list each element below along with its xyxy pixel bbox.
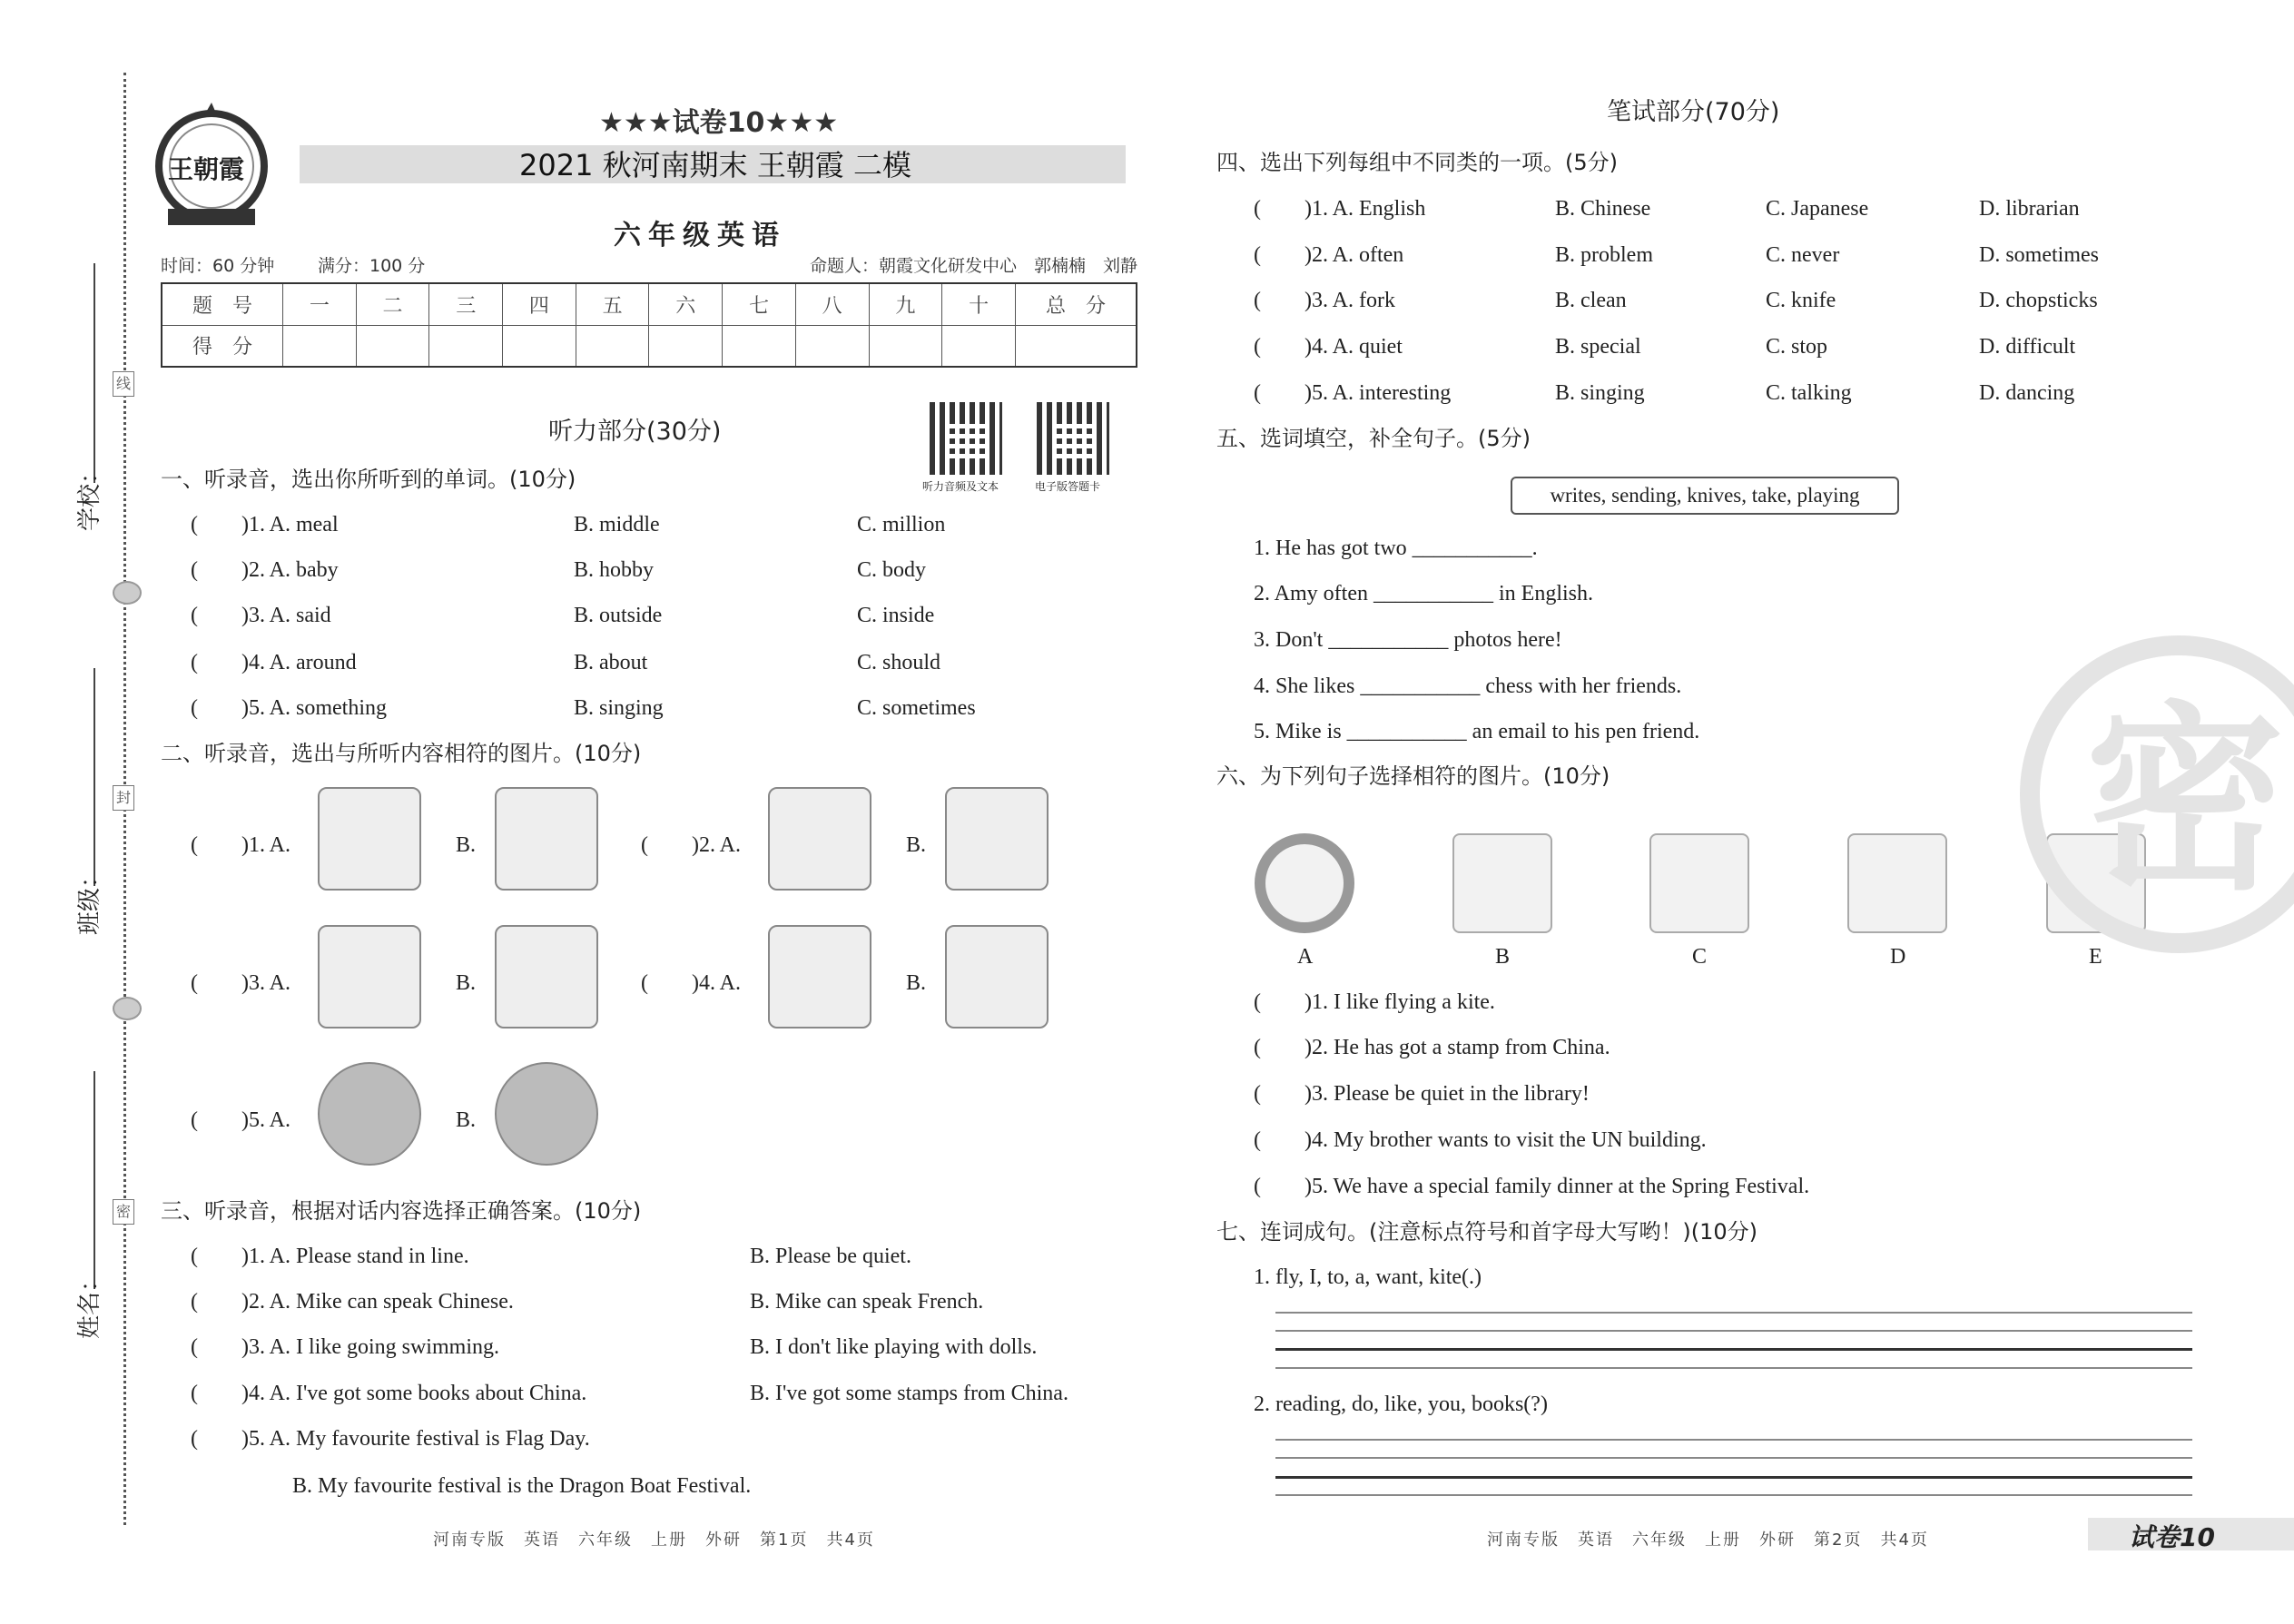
s1-item-option-c: C. inside [857, 604, 935, 627]
s4-item-option-a[interactable]: ( )1. A. English [1254, 197, 1426, 221]
s4-item-option-c: C. stop [1766, 335, 1828, 359]
s1-item-option-a[interactable]: ( )3. A. said [191, 604, 331, 627]
s6-picture-label: E [2089, 945, 2102, 969]
score-cell[interactable] [795, 325, 869, 367]
s6-picture-C [1649, 833, 1749, 933]
s1-item-option-a[interactable]: ( )5. A. something [191, 696, 387, 720]
s4-item-option-d: D. difficult [1979, 335, 2076, 359]
score-header-cell: 五 [576, 283, 649, 325]
s1-item-option-a[interactable]: ( )4. A. around [191, 651, 357, 674]
s2-option-b-label: B. [456, 833, 477, 857]
score-header-cell: 题 号 [162, 283, 283, 325]
score-cell[interactable] [723, 325, 796, 367]
score-cell[interactable] [1016, 325, 1137, 367]
s6-picture-D [1847, 833, 1947, 933]
section-4-title: 四、选出下列每组中不同类的一项。(5分) [1216, 150, 1618, 175]
s4-item-option-b: B. singing [1555, 381, 1645, 405]
s4-item-option-d: D. sometimes [1979, 243, 2099, 267]
school-label: 学校： [76, 459, 103, 531]
footer-tag: 试卷10 [2129, 1522, 2215, 1552]
s2-item-label[interactable]: ( )5. A. [191, 1108, 290, 1132]
score-cell[interactable] [576, 325, 649, 367]
s2-option-b-label: B. [456, 1108, 477, 1132]
section-2-title: 二、听录音，选出与所听内容相符的图片。(10分) [161, 741, 642, 766]
exam-title: 2021 秋河南期末 王朝霞 二模 [519, 148, 911, 182]
s4-item-option-c: C. knife [1766, 289, 1836, 312]
s3-item-option-a[interactable]: ( )1. A. Please stand in line. [191, 1245, 469, 1268]
score-header-cell: 一 [283, 283, 357, 325]
s1-item-option-b: B. singing [574, 696, 664, 720]
score-header-cell: 六 [649, 283, 723, 325]
section-7-title: 七、连词成句。(注意标点符号和首字母大写哟！)(10分) [1216, 1219, 1757, 1245]
s2-option-b-label: B. [456, 971, 477, 995]
score-header-cell: 八 [795, 283, 869, 325]
section-1-title: 一、听录音，选出你所听到的单词。(10分) [161, 467, 576, 492]
logo-text: 王朝霞 [168, 154, 245, 184]
s3-item-option-b: B. Please be quiet. [750, 1245, 911, 1268]
score-header-cell: 总 分 [1016, 283, 1137, 325]
word-bank: writes, sending, knives, take, playing [1511, 477, 1899, 515]
s3-item-option-a[interactable]: ( )4. A. I've got some books about China. [191, 1382, 587, 1405]
s1-item-option-b: B. middle [574, 513, 660, 536]
s6-item[interactable]: ( )4. My brother wants to visit the UN building. [1254, 1128, 1707, 1152]
name-line[interactable] [94, 1071, 95, 1289]
s2-item-label[interactable]: ( )4. A. [641, 971, 741, 995]
s6-picture-A [1255, 833, 1354, 933]
cut-label-seal: 封 [113, 785, 134, 811]
s6-picture-B [1452, 833, 1552, 933]
s4-item-option-a[interactable]: ( )4. A. quiet [1254, 335, 1403, 359]
qr-caption-audio: 听力音频及文本 [922, 480, 999, 493]
s5-sentence[interactable]: 5. Mike is ___________ an email to his pen friend. [1254, 720, 1700, 743]
s1-item-option-c: C. body [857, 558, 927, 582]
qr-code-answer-card[interactable] [1037, 402, 1109, 475]
s6-picture-label: B [1495, 945, 1511, 969]
s2-picture-a [768, 925, 871, 1029]
s2-picture-a [318, 925, 421, 1029]
score-header-cell: 七 [723, 283, 796, 325]
binding-clip-icon [113, 997, 142, 1020]
section-3-title: 三、听录音，根据对话内容选择正确答案。(10分) [161, 1198, 642, 1224]
writing-section-title: 笔试部分(70分) [1607, 98, 1780, 126]
section-5-title: 五、选词填空，补全句子。(5分) [1216, 426, 1531, 451]
s2-picture-b [495, 925, 598, 1029]
score-cell[interactable] [649, 325, 723, 367]
score-row-label: 得 分 [162, 325, 283, 367]
answer-line[interactable] [1275, 1439, 2192, 1441]
answer-line [1275, 1348, 2192, 1351]
s6-picture-label: A [1297, 945, 1314, 969]
s4-item-option-c: C. Japanese [1766, 197, 1869, 221]
s4-item-option-b: B. Chinese [1555, 197, 1651, 221]
class-line[interactable] [94, 668, 95, 886]
s2-picture-b [945, 925, 1049, 1029]
s2-picture-b [495, 1062, 598, 1166]
s2-picture-a [318, 1062, 421, 1166]
s4-item-option-b: B. special [1555, 335, 1641, 359]
score-cell[interactable] [429, 325, 503, 367]
section-6-title: 六、为下列句子选择相符的图片。(10分) [1216, 763, 1610, 789]
s2-option-b-label: B. [906, 833, 927, 857]
s2-item-label[interactable]: ( )3. A. [191, 971, 290, 995]
s6-picture-label: D [1890, 945, 1906, 969]
s3-item-option-a[interactable]: ( )2. A. Mike can speak Chinese. [191, 1290, 514, 1314]
s1-item-option-c: C. should [857, 651, 941, 674]
answer-line[interactable] [1275, 1312, 2192, 1314]
s6-item[interactable]: ( )5. We have a special family dinner at the Spring Festival. [1254, 1175, 1810, 1198]
answer-line [1275, 1330, 2192, 1332]
qr-caption-answer-card: 电子版答题卡 [1035, 480, 1101, 493]
s6-item[interactable]: ( )2. He has got a stamp from China. [1254, 1036, 1610, 1059]
s4-item-option-a[interactable]: ( )5. A. interesting [1254, 381, 1452, 405]
answer-line [1275, 1494, 2192, 1496]
score-cell[interactable] [503, 325, 576, 367]
s3-item5-option-b: B. My favourite festival is the Dragon Boat Festival. [292, 1474, 752, 1498]
s2-picture-b [495, 787, 598, 891]
score-header-cell: 二 [356, 283, 429, 325]
s1-item-option-a[interactable]: ( )2. A. baby [191, 558, 339, 582]
s3-item-option-b: B. Mike can speak French. [750, 1290, 984, 1314]
s1-item-option-b: B. about [574, 651, 648, 674]
s4-item-option-c: C. never [1766, 243, 1840, 267]
s5-sentence[interactable]: 1. He has got two ___________. [1254, 536, 1538, 560]
s7-item-1: 1. fly, I, to, a, want, kite(.) [1254, 1265, 1482, 1289]
s2-item-label[interactable]: ( )1. A. [191, 833, 290, 857]
s1-item-option-a[interactable]: ( )1. A. meal [191, 513, 339, 536]
s4-item-option-d: D. librarian [1979, 197, 2080, 221]
s5-sentence[interactable]: 2. Amy often ___________ in English. [1254, 582, 1593, 605]
score-table [161, 282, 1137, 368]
answer-line [1275, 1457, 2192, 1459]
s2-picture-a [318, 787, 421, 891]
cut-label-line: 线 [113, 371, 134, 397]
s3-item-option-b: B. I don't like playing with dolls. [750, 1335, 1038, 1359]
s2-item-label[interactable]: ( )2. A. [641, 833, 741, 857]
s4-item-option-b: B. problem [1555, 243, 1653, 267]
s3-item-option-a[interactable]: ( )5. A. My favourite festival is Flag Day. [191, 1427, 590, 1451]
score-header-cell: 三 [429, 283, 503, 325]
s2-option-b-label: B. [906, 971, 927, 995]
s1-item-option-b: B. hobby [574, 558, 655, 582]
s4-item-option-b: B. clean [1555, 289, 1627, 312]
s1-item-option-b: B. outside [574, 604, 663, 627]
school-line[interactable] [94, 263, 95, 483]
full-score: 满分：100 分 [318, 256, 426, 276]
listening-section-title: 听力部分(30分) [548, 418, 722, 446]
subject-title: 六年级英语 [614, 220, 786, 251]
class-label: 班级： [76, 863, 103, 935]
binding-clip-icon [113, 581, 142, 605]
score-header-cell: 九 [869, 283, 942, 325]
answer-line [1275, 1367, 2192, 1369]
authors: 命题人：朝霞文化研发中心 郭楠楠 刘静 [809, 256, 1137, 276]
s6-picture-label: C [1692, 945, 1708, 969]
name-label: 姓名： [76, 1267, 103, 1339]
time-limit: 时间：60 分钟 [161, 256, 275, 276]
footer-right: 河南专版 英语 六年级 上册 外研 第2页 共4页 [1487, 1530, 1929, 1550]
s4-item-option-a[interactable]: ( )2. A. often [1254, 243, 1404, 267]
s4-item-option-d: D. dancing [1979, 381, 2075, 405]
s4-item-option-c: C. talking [1766, 381, 1852, 405]
score-cell[interactable] [356, 325, 429, 367]
footer-left: 河南专版 英语 六年级 上册 外研 第1页 共4页 [433, 1530, 875, 1550]
s2-picture-a [768, 787, 871, 891]
s6-item[interactable]: ( )1. I like flying a kite. [1254, 990, 1495, 1014]
score-cell[interactable] [283, 325, 357, 367]
s7-item-2: 2. reading, do, like, you, books(?) [1254, 1393, 1548, 1416]
s1-item-option-c: C. million [857, 513, 946, 536]
s5-sentence[interactable]: 3. Don't ___________ photos here! [1254, 628, 1562, 652]
s1-item-option-c: C. sometimes [857, 696, 976, 720]
score-cell[interactable] [942, 325, 1016, 367]
score-header-cell: 四 [503, 283, 576, 325]
exam-series-label: ★★★试卷10★★★ [599, 107, 839, 139]
cut-label-secret: 密 [113, 1199, 134, 1225]
s3-item-option-a[interactable]: ( )3. A. I like going swimming. [191, 1335, 499, 1359]
s4-item-option-d: D. chopsticks [1979, 289, 2098, 312]
watermark-char: 密 [2085, 684, 2286, 917]
score-cell[interactable] [869, 325, 942, 367]
s3-item-option-b: B. I've got some stamps from China. [750, 1382, 1068, 1405]
s6-item[interactable]: ( )3. Please be quiet in the library! [1254, 1082, 1590, 1106]
s2-picture-b [945, 787, 1049, 891]
score-header-cell: 十 [942, 283, 1016, 325]
answer-line [1275, 1476, 2192, 1479]
s4-item-option-a[interactable]: ( )3. A. fork [1254, 289, 1395, 312]
qr-code-audio[interactable] [930, 402, 1002, 475]
s5-sentence[interactable]: 4. She likes ___________ chess with her friends. [1254, 674, 1682, 698]
